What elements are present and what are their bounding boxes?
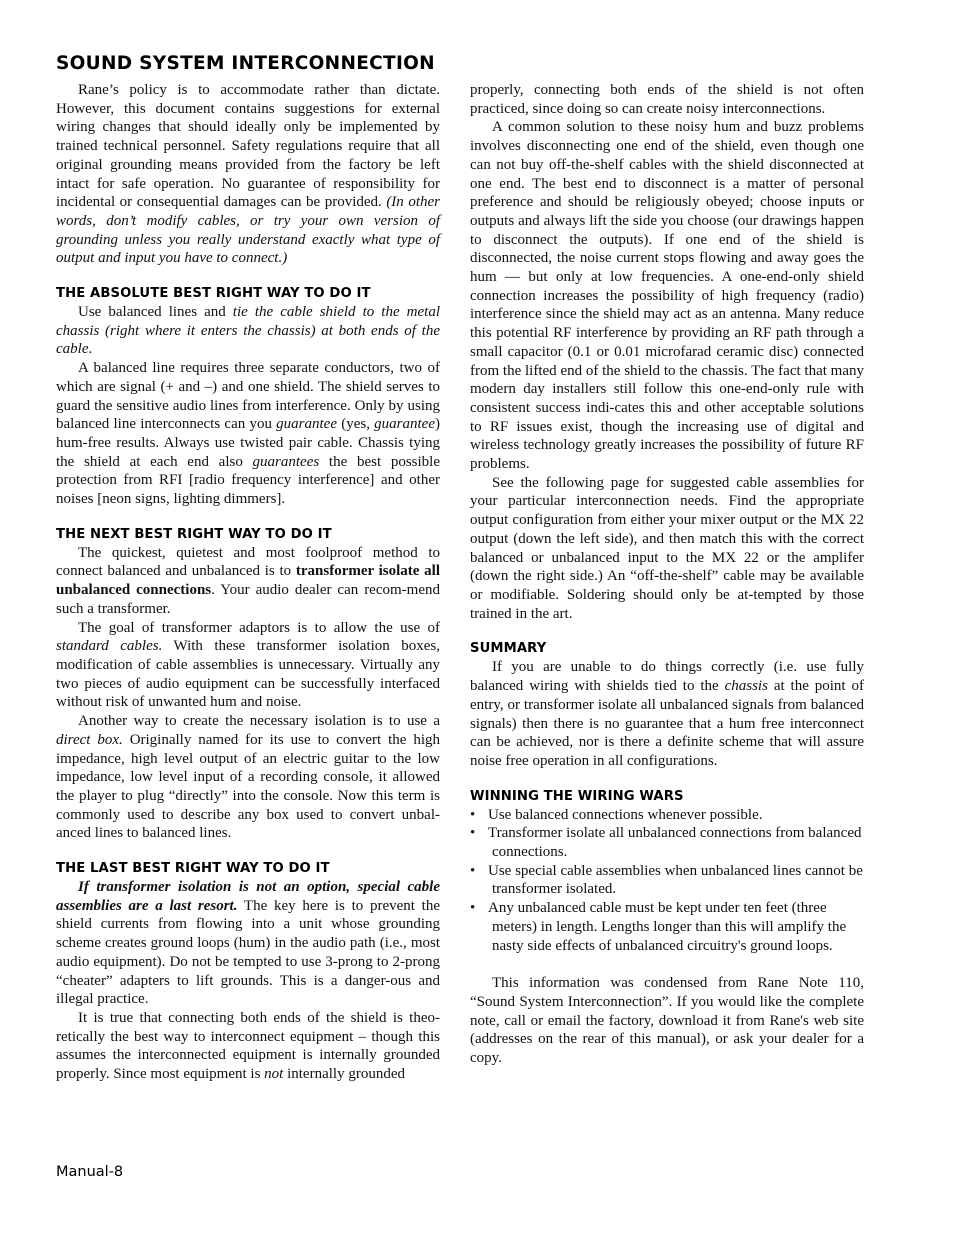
see-following-paragraph: See the following page for suggested cable assemblies for your particular interconnection needs. Find the appropriate output configuration from either your mixer output or the MX 22 output (down the left side), and then match this with the correct balanced or unbalanced input to the MX 22 or the amplifer (down the right side.) An “off-the-shelf” cable may be available or modifiable. Soldering should only be at-tempted by those trained in the art. bbox=[470, 474, 864, 622]
list-item: • Use special cable assemblies when unbalanced lines cannot be transformer isolated. bbox=[470, 862, 863, 898]
list-item: • Any unbalanced cable must be kept under ten feet (three meters) in length. Lengths longer than this will amplify the nasty side effects of unbalanced circuitry's ground loops. bbox=[470, 900, 847, 954]
bullet-icon: • bbox=[470, 806, 476, 823]
bullet-icon: • bbox=[470, 862, 476, 879]
bullet-icon: • bbox=[470, 900, 476, 917]
closing-paragraph: This information was condensed from Rane Note 110, “Sound System Interconnection”. If you would like the complete note, call or email the factory, download it from Rane's web site (addresses on the rear of this manual), or ask your dealer for a copy. bbox=[470, 975, 864, 1067]
heading-next-best: THE NEXT BEST RIGHT WAY TO DO IT bbox=[56, 526, 332, 542]
left-column bbox=[56, 81, 440, 1084]
next-paragraph-3: Another way to create the necessary isolation is to use a direct box. Originally named for its use to convert the high impedance, high level output of an electric guitar to the low impedance, low level input of a recording console, it allowed the player to plug “directly” into the console. Now this term is commonly used to describe any box used to convert unbal-anced lines to balanced lines. bbox=[56, 713, 440, 842]
intro-paragraph: Rane’s policy is to accommodate rather than dictate. However, this document contains suggestions for external wiring changes that should ideally only be implemented by trained technical personnel. Safety regulations require that all original grounding means provided from the factory be left intact for safe operation. No guarantee of responsibility for incidental or consequential damages can be provided. (In other words, don’t modify cables, or try your own version of grounding unless you really understand exactly what type of output and input you have to connect.) bbox=[56, 82, 440, 267]
last-paragraph-1: If transformer isolation is not an option, special cable assemblies are a last resort. The key here is to prevent the shield currents from flowing into a unit whose grounding scheme creates ground loops (hum) in the audio path (i.e., most audio equipment). Do not be tempted to use 3-prong to 2-prong “cheater” adapters to lift grounds. This is a danger-ous and illegal practice. bbox=[56, 879, 440, 1008]
heading-summary: SUMMARY bbox=[470, 641, 547, 657]
absolute-paragraph-1: Use balanced lines and tie the cable shield to the metal chassis (right where it enters the chassis) at both ends of the cable. bbox=[56, 304, 440, 358]
bullet-list bbox=[470, 806, 864, 956]
common-solution-paragraph: A common solution to these noisy hum and buzz problems involves disconnecting one end of the shield, even though one can not buy off-the-shelf cables with the shield disconnected at one end. The best end to disconnect is a matter of personal preference and should be religiously obeyed; choose inputs or outputs and always lift the side you choose (our drawings happen to disconnect the outputs). If one end of the shield is disconnected, the noise current stops flowing and away goes the hum — but only at low frequencies. A one-end-only shield connection increases the possibility of high frequency (radio) interference since the shield may act as an antenna. Many reduce this potential RF interference by providing an RF path through a small capacitor (0.1 or 0.01 microfarad ceramic disc) connected from the lifted end of the shield to the chassis. The fact that many modern day installers still follow this one-end-only rule with consistent success indi-cates this and other acceptable solutions to RF issues exist, though the increasing use of digital and wireless technology greatly increases the possibility of future RF problems. bbox=[470, 119, 864, 473]
page-title: SOUND SYSTEM INTERCONNECTION bbox=[56, 53, 435, 74]
heading-last-best: THE LAST BEST RIGHT WAY TO DO IT bbox=[56, 861, 330, 877]
heading-absolute-best: THE ABSOLUTE BEST RIGHT WAY TO DO IT bbox=[56, 286, 371, 302]
last-paragraph-2: It is true that connecting both ends of the shield is theo-retically the best way to interconnect equipment – though this assumes the interconnected equipment is internally grounded properly. Since most equipment is not internally grounded bbox=[56, 1009, 440, 1083]
list-item: • Use balanced connections whenever possible. bbox=[470, 806, 763, 823]
next-paragraph-2: The goal of transformer adaptors is to allow the use of standard cables. With these transformer isolation boxes, modification of cable assemblies is unnecessary. Virtually any two pieces of audio equipment can be successfully interfaced without risk of unwanted hum and noise. bbox=[56, 619, 440, 711]
list-item: • Transformer isolate all unbalanced connections from balanced connections. bbox=[470, 825, 862, 861]
summary-paragraph: If you are unable to do things correctly (i.e. use fully balanced wiring with shields tied to the chassis at the point of entry, or transformer isolate all unbalanced signals from balanced signals) then there is no guarantee that a hum free interconnect can be achieved, nor is there a definite scheme that will assure noise free operation in all configurations. bbox=[470, 659, 864, 769]
bullet-icon: • bbox=[470, 825, 476, 842]
continued-paragraph: properly, connecting both ends of the shield is not often practiced, since doing so can create noisy interconnections. bbox=[470, 82, 864, 117]
next-paragraph-1: The quickest, quietest and most foolproof method to connect balanced and unbalanced is to transformer isolate all unbalanced connections. Your audio dealer can recom-mend such a transformer. bbox=[56, 544, 440, 617]
right-column bbox=[470, 81, 864, 1068]
absolute-paragraph-2: A balanced line requires three separate conductors, two of which are signal (+ and –) and one shield. The shield serves to guard the sensitive audio lines from interference. Only by using balanced line interconnects can you guarantee (yes, guarantee) hum-free results. Always use twisted pair cable. Chassis tying the shield at each end also guarantees the best possible protection from RFI [radio frequency interference] and other noises [neon signs, lighting dimmers]. bbox=[56, 360, 441, 508]
page-number: Manual-8 bbox=[56, 1164, 124, 1180]
heading-winning-wiring-wars: WINNING THE WIRING WARS bbox=[470, 788, 684, 804]
